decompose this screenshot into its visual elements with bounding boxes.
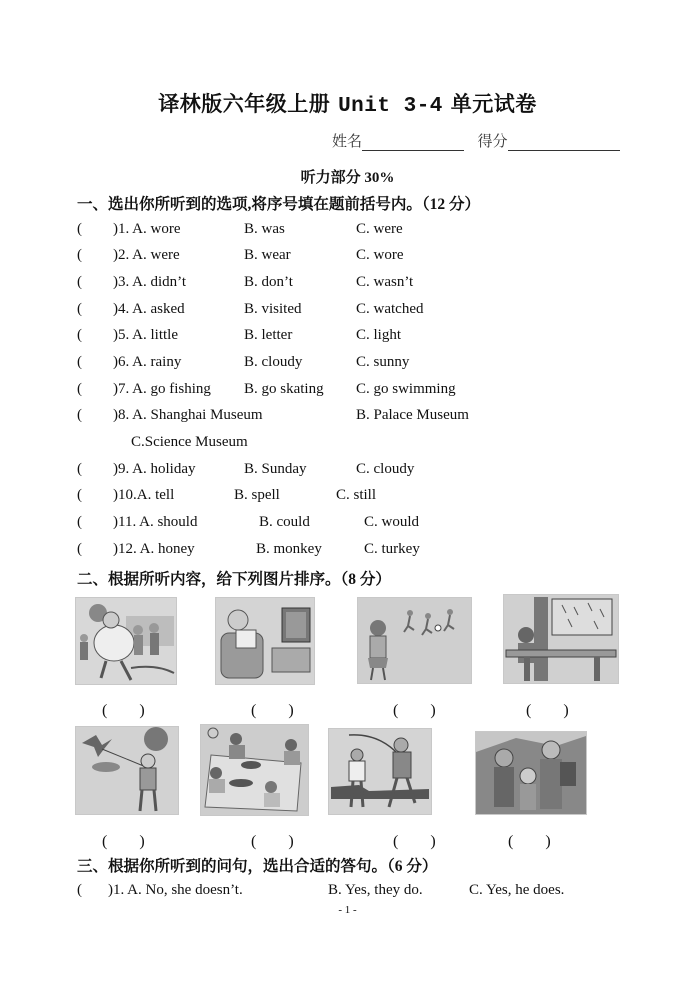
answer-paren[interactable]: ( — [77, 301, 82, 317]
option-c: C. turkey — [364, 541, 420, 557]
picture-7-illustration — [329, 729, 431, 814]
section1-question-8 — [0, 407, 695, 427]
answer-paren[interactable]: ( — [77, 327, 82, 343]
option-c: C. light — [356, 327, 402, 343]
name-score-bar — [332, 130, 620, 151]
picture-8-illustration — [476, 732, 586, 814]
option-c: C. still — [336, 487, 377, 503]
listening-heading: 听力部分 30% — [300, 170, 395, 186]
section1-question-12 — [0, 514, 695, 534]
option-a: )8. A. Shanghai Museum — [113, 407, 263, 423]
section1-question-5 — [0, 327, 695, 347]
section1-question-11 — [0, 487, 695, 507]
section3-question-1 — [0, 882, 695, 902]
picture-4 — [503, 594, 619, 684]
score-blank[interactable] — [508, 136, 620, 151]
picture-6 — [200, 724, 309, 816]
option-c: C. Yes, he does. — [469, 882, 565, 898]
answer-paren[interactable]: ( — [77, 882, 82, 898]
option-c: C. cloudy — [356, 461, 415, 477]
option-a: )7. A. go fishing — [113, 381, 211, 397]
score-label: 得分 — [477, 134, 508, 150]
option-b: B. cloudy — [244, 354, 303, 370]
option-a: )3. A. didn’t — [113, 274, 187, 290]
option-a: )5. A. little — [113, 327, 178, 343]
section1-question-10 — [0, 461, 695, 481]
picture-3-illustration — [358, 598, 471, 683]
option-c: C. watched — [356, 301, 424, 317]
option-b: B. monkey — [256, 541, 322, 557]
option-b: B. spell — [234, 487, 280, 503]
picture-2-answer-blank[interactable]: ( ) — [251, 702, 294, 719]
picture-2-illustration — [216, 598, 314, 684]
section1-question-4 — [0, 301, 695, 321]
option-c: C. go swimming — [356, 381, 456, 397]
option-a: )9. A. holiday — [113, 461, 196, 477]
title-unit: Unit 3-4 — [338, 95, 443, 118]
picture-6-answer-blank[interactable]: ( ) — [251, 833, 294, 850]
picture-1-illustration — [76, 598, 176, 684]
option-c: C. wore — [356, 247, 404, 263]
option-a: )10.A. tell — [113, 487, 175, 503]
picture-3 — [357, 597, 472, 684]
option-b: B. Sunday — [244, 461, 307, 477]
section1-question-2 — [0, 247, 695, 267]
section1-question-13 — [0, 541, 695, 561]
answer-paren[interactable]: ( — [77, 247, 82, 263]
answer-paren[interactable]: ( — [77, 487, 82, 503]
section2-heading: 二、根据所听内容，给下列图片排序。（8 分） — [77, 571, 391, 588]
option-a: )1. A. No, she doesn’t. — [108, 882, 243, 898]
picture-1 — [75, 597, 177, 685]
answer-paren[interactable]: ( — [77, 274, 82, 290]
option-a: )1. A. wore — [113, 221, 181, 237]
section1-question-6 — [0, 354, 695, 374]
option-c: C. wasn’t — [356, 274, 414, 290]
option-a: )12. A. honey — [113, 541, 195, 557]
section1-question-1 — [0, 221, 695, 241]
section1-heading: 一、选出你所听到的选项,将序号填在题前括号内。（12 分） — [77, 196, 481, 213]
section3-heading: 三、根据你所听到的问句，选出合适的答句。（6 分） — [77, 858, 438, 875]
picture-5 — [75, 726, 179, 815]
page-number: - 1 - — [338, 904, 357, 916]
section1-question-9 — [0, 434, 695, 454]
picture-8-answer-blank[interactable]: ( ) — [508, 833, 551, 850]
option-a: )4. A. asked — [113, 301, 185, 317]
option-a: )11. A. should — [113, 514, 198, 530]
picture-3-answer-blank[interactable]: ( ) — [393, 702, 436, 719]
section1-question-7 — [0, 381, 695, 401]
option-b: B. visited — [244, 301, 302, 317]
answer-paren[interactable]: ( — [77, 514, 82, 530]
name-label: 姓名 — [332, 134, 363, 150]
title-prefix: 译林版六年级上册 — [158, 91, 331, 116]
picture-5-illustration — [76, 727, 178, 814]
picture-7-answer-blank[interactable]: ( ) — [393, 833, 436, 850]
option-a: )2. A. were — [113, 247, 180, 263]
option-b: B. go skating — [244, 381, 324, 397]
picture-7 — [328, 728, 432, 815]
picture-1-answer-blank[interactable]: ( ) — [102, 702, 145, 719]
option-b: B. was — [244, 221, 285, 237]
title-suffix: 单元试卷 — [450, 91, 537, 116]
page-title — [0, 88, 695, 118]
picture-8 — [475, 731, 587, 815]
option-c: C. sunny — [356, 354, 410, 370]
option-c: C. would — [364, 514, 420, 530]
option-a: )6. A. rainy — [113, 354, 182, 370]
answer-paren[interactable]: ( — [77, 407, 82, 423]
option-c: C. were — [356, 221, 403, 237]
picture-4-answer-blank[interactable]: ( ) — [526, 702, 569, 719]
picture-6-illustration — [201, 725, 308, 815]
answer-paren[interactable]: ( — [77, 381, 82, 397]
picture-2 — [215, 597, 315, 685]
picture-4-illustration — [504, 595, 618, 683]
answer-paren[interactable]: ( — [77, 461, 82, 477]
option-b: B. Yes, they do. — [328, 882, 423, 898]
section1-question-3 — [0, 274, 695, 294]
option-b: B. could — [259, 514, 310, 530]
answer-paren[interactable]: ( — [77, 541, 82, 557]
option-b: B. don’t — [244, 274, 293, 290]
option-c: B. Palace Museum — [356, 407, 469, 423]
answer-paren[interactable]: ( — [77, 221, 82, 237]
option-b: C.Science Museum — [131, 434, 248, 450]
option-b: B. letter — [244, 327, 293, 343]
picture-5-answer-blank[interactable]: ( ) — [102, 833, 145, 850]
option-b: B. wear — [244, 247, 291, 263]
name-blank[interactable] — [362, 136, 464, 151]
answer-paren[interactable]: ( — [77, 354, 82, 370]
